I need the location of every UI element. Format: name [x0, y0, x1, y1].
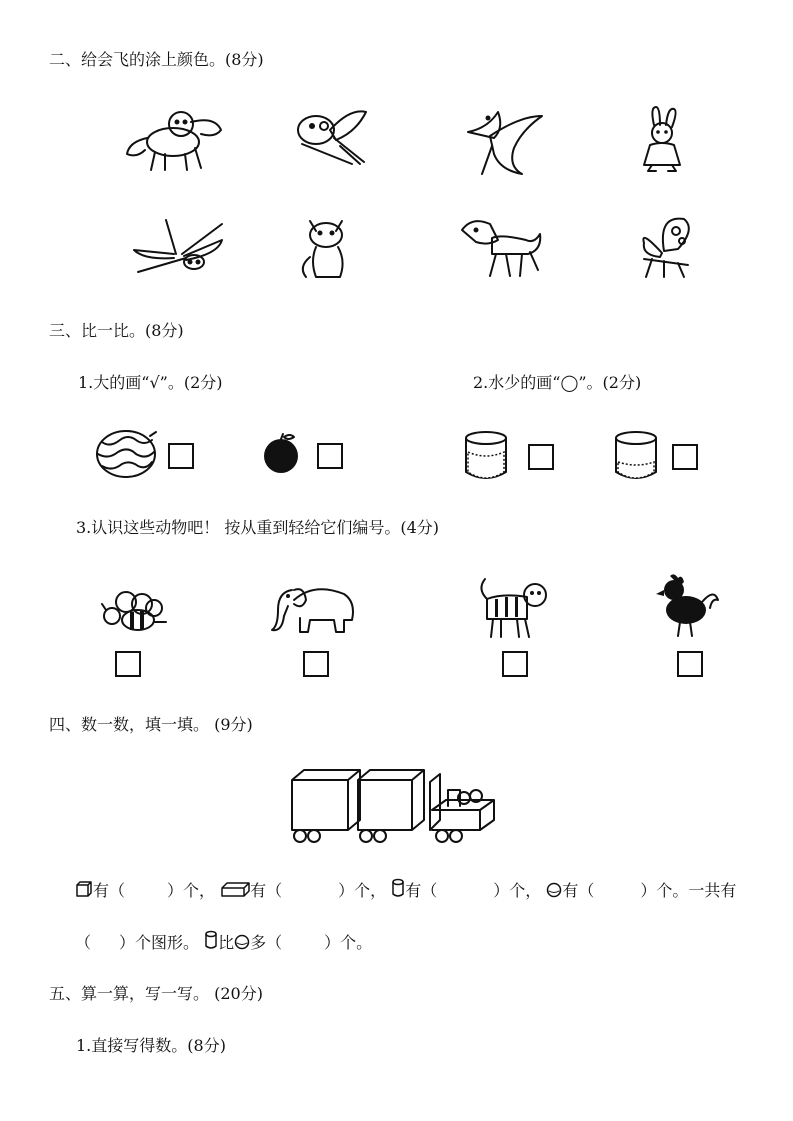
swallow-icon [462, 102, 548, 178]
bee-icon [98, 590, 170, 634]
question-3-1: 1.大的画“√”。(2分) [78, 373, 223, 392]
dog-icon [125, 108, 225, 173]
count-cuboid-label: 有（ [250, 881, 283, 900]
train-figure [288, 764, 508, 846]
answer-box-rooster[interactable] [677, 651, 703, 677]
cube-icon [75, 880, 93, 898]
answer-box-cup-more[interactable] [528, 444, 554, 470]
question-3-2: 2.水少的画“◯”。(2分) [473, 373, 642, 392]
dragonfly-icon [130, 218, 228, 278]
compare-label: 比 [218, 933, 235, 952]
count-cylinder-suffix: ）个， [493, 881, 542, 900]
cat-icon [298, 213, 356, 281]
answer-box-bee[interactable] [115, 651, 141, 677]
section-2-title: 二、给会飞的涂上颜色。(8分) [49, 50, 264, 69]
rabbit-icon [638, 105, 688, 175]
cylinder-compare-icon [204, 930, 218, 950]
answer-box-cup-less[interactable] [672, 444, 698, 470]
question-5-1: 1.直接写得数。(8分) [76, 1036, 226, 1055]
total-shapes-suffix: ）个图形。 [119, 933, 200, 952]
watermelon-icon [96, 428, 160, 480]
answer-box-watermelon[interactable] [168, 443, 194, 469]
tiger-icon [477, 575, 553, 641]
section-5-title: 五、算一算，写一写。 (20分) [49, 984, 263, 1003]
answer-box-tiger[interactable] [502, 651, 528, 677]
count-cuboid-suffix: ）个， [338, 881, 387, 900]
answer-box-elephant[interactable] [303, 651, 329, 677]
answer-box-apple[interactable] [317, 443, 343, 469]
compare-suffix: ）个。 [324, 933, 373, 952]
count-cube-suffix: ）个， [167, 881, 216, 900]
cup-more-water-icon [462, 430, 510, 482]
count-sphere-label: 有（ [562, 881, 595, 900]
compare-more-label: 多（ [250, 933, 283, 952]
cylinder-icon [391, 878, 405, 898]
sphere-compare-icon [234, 932, 250, 950]
count-line-2 [75, 930, 372, 953]
elephant-icon [270, 580, 356, 636]
question-3-3: 3.认识这些动物吧！ 按从重到轻给它们编号。(4分) [76, 518, 440, 537]
section-4-title: 四、数一数，填一填。 (9分) [49, 715, 253, 734]
cuboid-icon [220, 880, 250, 898]
total-open-paren: （ [75, 933, 92, 952]
cup-less-water-icon [612, 430, 660, 482]
rooster-icon [652, 572, 722, 640]
count-sphere-suffix: ）个。一共有 [640, 881, 737, 900]
sphere-icon [546, 880, 562, 898]
count-cylinder-label: 有（ [405, 881, 438, 900]
horse-icon [456, 214, 544, 282]
section-3-title: 三、比一比。(8分) [49, 321, 184, 340]
parrot-icon [290, 108, 370, 170]
count-cube-label: 有（ [93, 881, 126, 900]
count-line-1 [75, 878, 736, 901]
apple-icon [262, 433, 302, 475]
butterfly-icon [634, 215, 694, 283]
